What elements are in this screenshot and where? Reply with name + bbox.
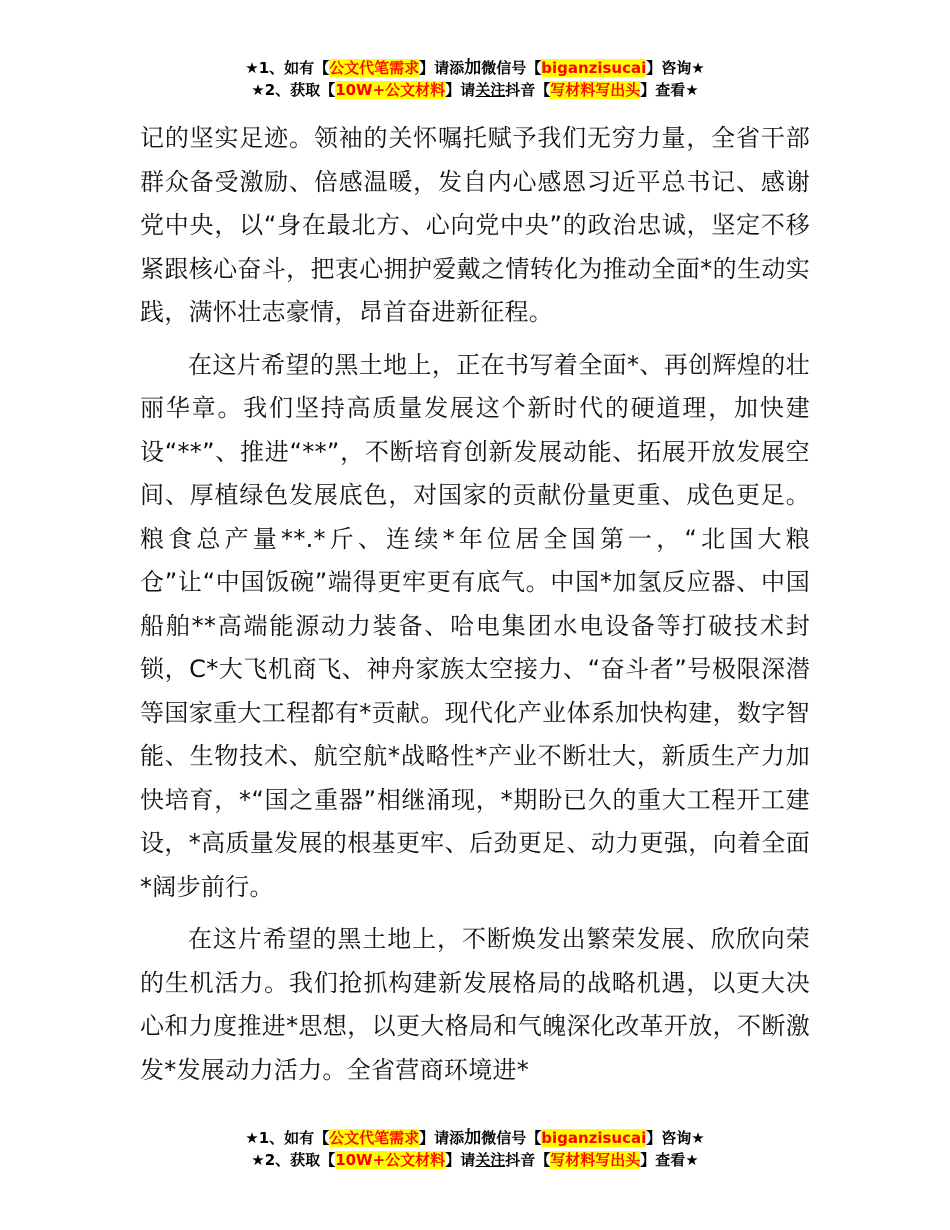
banner-bold-word: 加 bbox=[464, 58, 482, 78]
banner-text: 抖音【 bbox=[505, 1151, 551, 1169]
header-banner-line-2 bbox=[0, 79, 950, 101]
highlight-douyin-account: 写材料写出头 bbox=[550, 1151, 641, 1169]
highlight-materials: 10W+公文材料 bbox=[335, 81, 446, 99]
highlight-ghostwriting-service: 公文代笔需求 bbox=[329, 59, 420, 77]
banner-text: 】咨询★ bbox=[646, 59, 705, 77]
banner-text: 抖音【 bbox=[505, 81, 551, 99]
banner-underline-word: 关注 bbox=[475, 81, 506, 99]
banner-text: 】请 bbox=[445, 1151, 476, 1169]
document-body bbox=[140, 117, 810, 1101]
banner-text: 微信号【 bbox=[481, 1129, 542, 1147]
paragraph-3: 在这片希望的黑土地上，不断焕发出繁荣发展、欣欣向荣的生机活力。我们抢抓构建新发展格局的战略机遇，以更大决心和力度推进*思想，以更大格局和气魄深化改革开放，不断激发*发展动力活力。全省营商环境进* bbox=[140, 925, 810, 1084]
highlight-wechat-id: biganzisucai bbox=[541, 1129, 647, 1147]
banner-text: 】咨询★ bbox=[646, 1129, 705, 1147]
footer-banner bbox=[0, 1127, 950, 1171]
banner-text: ★2、获取【 bbox=[251, 81, 336, 99]
banner-text: 】查看★ bbox=[640, 1151, 699, 1169]
banner-text: ★2、获取【 bbox=[251, 1151, 336, 1169]
highlight-materials: 10W+公文材料 bbox=[335, 1151, 446, 1169]
banner-text: ★1、如有【 bbox=[245, 59, 330, 77]
banner-bold-word: 加 bbox=[464, 1128, 482, 1148]
highlight-ghostwriting-service: 公文代笔需求 bbox=[329, 1129, 420, 1147]
banner-text: 】请添 bbox=[419, 59, 465, 77]
banner-text: 】查看★ bbox=[640, 81, 699, 99]
header-banner bbox=[0, 57, 950, 101]
banner-text: 】请添 bbox=[419, 1129, 465, 1147]
banner-underline-word: 关注 bbox=[475, 1151, 506, 1169]
banner-text: 】请 bbox=[445, 81, 476, 99]
header-banner-line-1 bbox=[0, 57, 950, 79]
banner-text: 微信号【 bbox=[481, 59, 542, 77]
highlight-douyin-account: 写材料写出头 bbox=[550, 81, 641, 99]
banner-text: ★1、如有【 bbox=[245, 1129, 330, 1147]
highlight-wechat-id: biganzisucai bbox=[541, 59, 647, 77]
footer-banner-line-1 bbox=[0, 1127, 950, 1149]
paragraph-1: 记的坚实足迹。领袖的关怀嘱托赋予我们无穷力量，全省干部群众备受激励、倍感温暖，发自内心感恩习近平总书记、感谢党中央，以“身在最北方、心向党中央”的政治忠诚，坚定不移紧跟核心奋斗，把衷心拥护爱戴之情转化为推动全面*的生动实践，满怀壮志豪情，昂首奋进新征程。 bbox=[140, 124, 810, 326]
paragraph-2: 在这片希望的黑土地上，正在书写着全面*、再创辉煌的壮丽华章。我们坚持高质量发展这个新时代的硬道理，加快建设“**”、推进“**”，不断培育创新发展动能、拓展开放发展空间、厚植绿色发展底色，对国家的贡献份量更重、成色更足。粮食总产量**.*斤、连续*年位居全国第一，“北国大粮仓”让“中国饭碗”端得更牢更有底气。中国*加氢反应器、中国船舶**高端能源动力装备、哈电集团水电设备等打破技术封锁，C*大飞机商飞、神舟家族太空接力、“奋斗者”号极限深潜等国家重大工程都有*贡献。现代化产业体系加快构建，数字智能、生物技术、航空航*战略性*产业不断壮大，新质生产力加快培育，*“国之重器”相继涌现，*期盼已久的重大工程开工建设，*高质量发展的根基更牢、后劲更足、动力更强，向着全面*阔步前行。 bbox=[140, 350, 810, 901]
footer-banner-line-2 bbox=[0, 1149, 950, 1171]
